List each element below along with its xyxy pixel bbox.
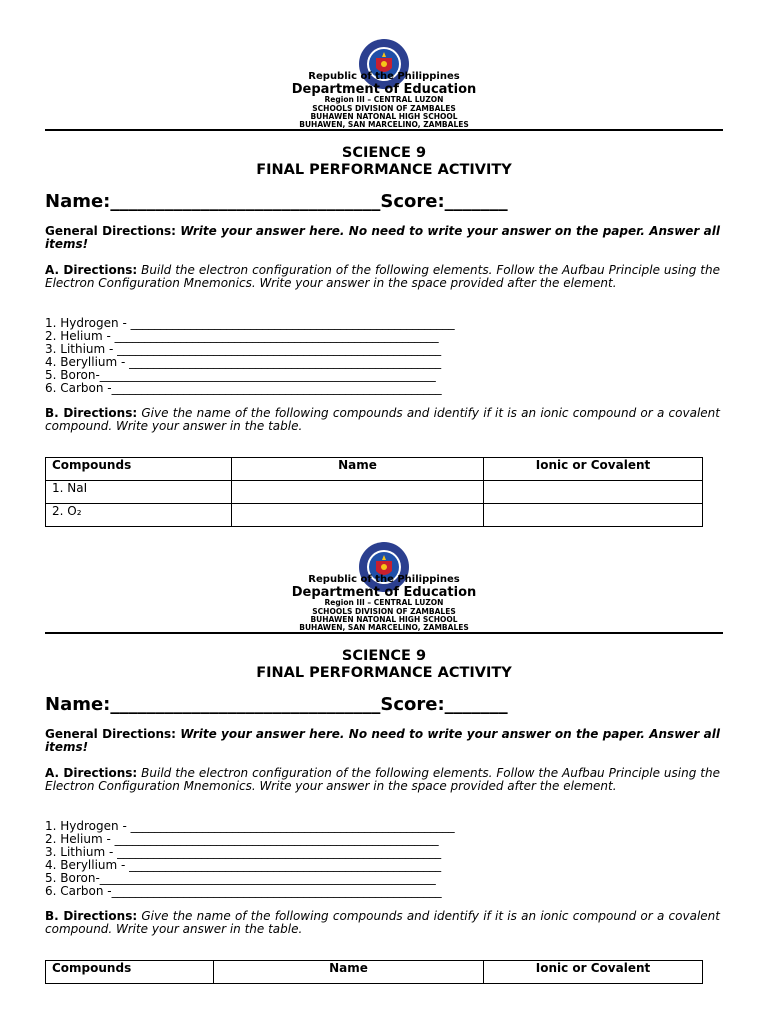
header-republic: Republic of the Philippines — [308, 574, 460, 585]
header-address: BUHAWEN, SAN MARCELINO, ZAMBALES — [299, 623, 469, 632]
section-a-text: Build the electron configuration of the following elements. Follow the Aufbau Principle using the Electron Configuration Mnemonics. Write your answer in the space provided after the element. — [45, 766, 720, 793]
section-b-directions — [45, 910, 720, 936]
general-directions — [45, 225, 720, 251]
element-answer-list — [45, 820, 455, 898]
answer-item-lithium[interactable]: 3. Lithium - ______________________________________________________ — [45, 845, 442, 859]
cell-name[interactable] — [232, 504, 484, 527]
section-b-text: Give the name of the following compounds and identify if it is an ionic compound or a covalent compound. Write your answer in the table. — [45, 909, 720, 936]
header-department: Department of Education — [291, 82, 477, 97]
cell-ionic-covalent[interactable] — [484, 504, 703, 527]
table-row — [46, 504, 703, 527]
answer-item-lithium[interactable]: 3. Lithium - ______________________________________________________ — [45, 342, 442, 356]
compounds-table — [45, 960, 703, 984]
name-score-line[interactable]: Name:______________________________Score:_______ — [45, 694, 508, 715]
table-header-row — [46, 961, 703, 984]
section-b-label: B. Directions: — [45, 406, 138, 420]
section-a-label: A. Directions: — [45, 263, 138, 277]
section-a-directions — [45, 264, 720, 290]
section-b-directions — [45, 407, 720, 433]
general-directions — [45, 728, 720, 754]
section-b-text: Give the name of the following compounds and identify if it is an ionic compound or a covalent compound. Write your answer in the table. — [45, 406, 720, 433]
header-division: SCHOOLS DIVISION OF ZAMBALES — [312, 607, 456, 616]
answer-item-boron[interactable]: 5. Boron-________________________________________________________ — [45, 368, 436, 382]
table-row — [46, 481, 703, 504]
worksheet-subject: SCIENCE 9 — [341, 648, 427, 664]
answer-item-hydrogen[interactable]: 1. Hydrogen - ______________________________________________________ — [45, 819, 455, 833]
cell-name[interactable] — [232, 481, 484, 504]
answer-item-beryllium[interactable]: 4. Beryllium - ____________________________________________________ — [45, 858, 442, 872]
section-a-text: Build the electron configuration of the following elements. Follow the Aufbau Principle using the Electron Configuration Mnemonics. Write your answer in the space provided after the element. — [45, 263, 720, 290]
header-divider — [45, 129, 723, 131]
worksheet-title: FINAL PERFORMANCE ACTIVITY — [256, 665, 512, 681]
name-score-line[interactable]: Name:______________________________Score:_______ — [45, 191, 508, 212]
col-ionic-covalent: Ionic or Covalent — [484, 961, 703, 984]
header-region: Region III – CENTRAL LUZON — [324, 95, 444, 104]
worksheet-title: FINAL PERFORMANCE ACTIVITY — [256, 162, 512, 178]
general-directions-label: General Directions: — [45, 224, 176, 238]
cell-compound: 1. NaI — [46, 481, 232, 504]
header-address: BUHAWEN, SAN MARCELINO, ZAMBALES — [299, 120, 469, 129]
worksheet-subject: SCIENCE 9 — [341, 145, 427, 161]
answer-item-helium[interactable]: 2. Helium - ______________________________________________________ — [45, 329, 439, 343]
section-a-directions — [45, 767, 720, 793]
general-directions-text: Write your answer here. No need to write your answer on the paper. Answer all items! — [45, 224, 720, 251]
col-compounds: Compounds — [46, 961, 214, 984]
section-a-label: A. Directions: — [45, 766, 138, 780]
header-republic: Republic of the Philippines — [308, 71, 460, 82]
answer-item-carbon[interactable]: 6. Carbon -_______________________________________________________ — [45, 381, 442, 395]
header-region: Region III – CENTRAL LUZON — [324, 598, 444, 607]
col-name: Name — [214, 961, 484, 984]
cell-ionic-covalent[interactable] — [484, 481, 703, 504]
cell-compound: 2. O₂ — [46, 504, 232, 527]
element-answer-list — [45, 317, 455, 395]
answer-item-beryllium[interactable]: 4. Beryllium - ____________________________________________________ — [45, 355, 442, 369]
header-school: BUHAWEN NATONAL HIGH SCHOOL — [310, 615, 458, 624]
col-compounds: Compounds — [46, 458, 232, 481]
header-school: BUHAWEN NATONAL HIGH SCHOOL — [310, 112, 458, 121]
answer-item-hydrogen[interactable]: 1. Hydrogen - ______________________________________________________ — [45, 316, 455, 330]
general-directions-label: General Directions: — [45, 727, 176, 741]
answer-item-carbon[interactable]: 6. Carbon -_______________________________________________________ — [45, 884, 442, 898]
section-b-label: B. Directions: — [45, 909, 138, 923]
header-department: Department of Education — [291, 585, 477, 600]
header-divider — [45, 632, 723, 634]
col-ionic-covalent: Ionic or Covalent — [484, 458, 703, 481]
header-division: SCHOOLS DIVISION OF ZAMBALES — [312, 104, 456, 113]
compounds-table — [45, 457, 703, 527]
answer-item-helium[interactable]: 2. Helium - ______________________________________________________ — [45, 832, 439, 846]
general-directions-text: Write your answer here. No need to write your answer on the paper. Answer all items! — [45, 727, 720, 754]
answer-item-boron[interactable]: 5. Boron-________________________________________________________ — [45, 871, 436, 885]
table-header-row — [46, 458, 703, 481]
col-name: Name — [232, 458, 484, 481]
